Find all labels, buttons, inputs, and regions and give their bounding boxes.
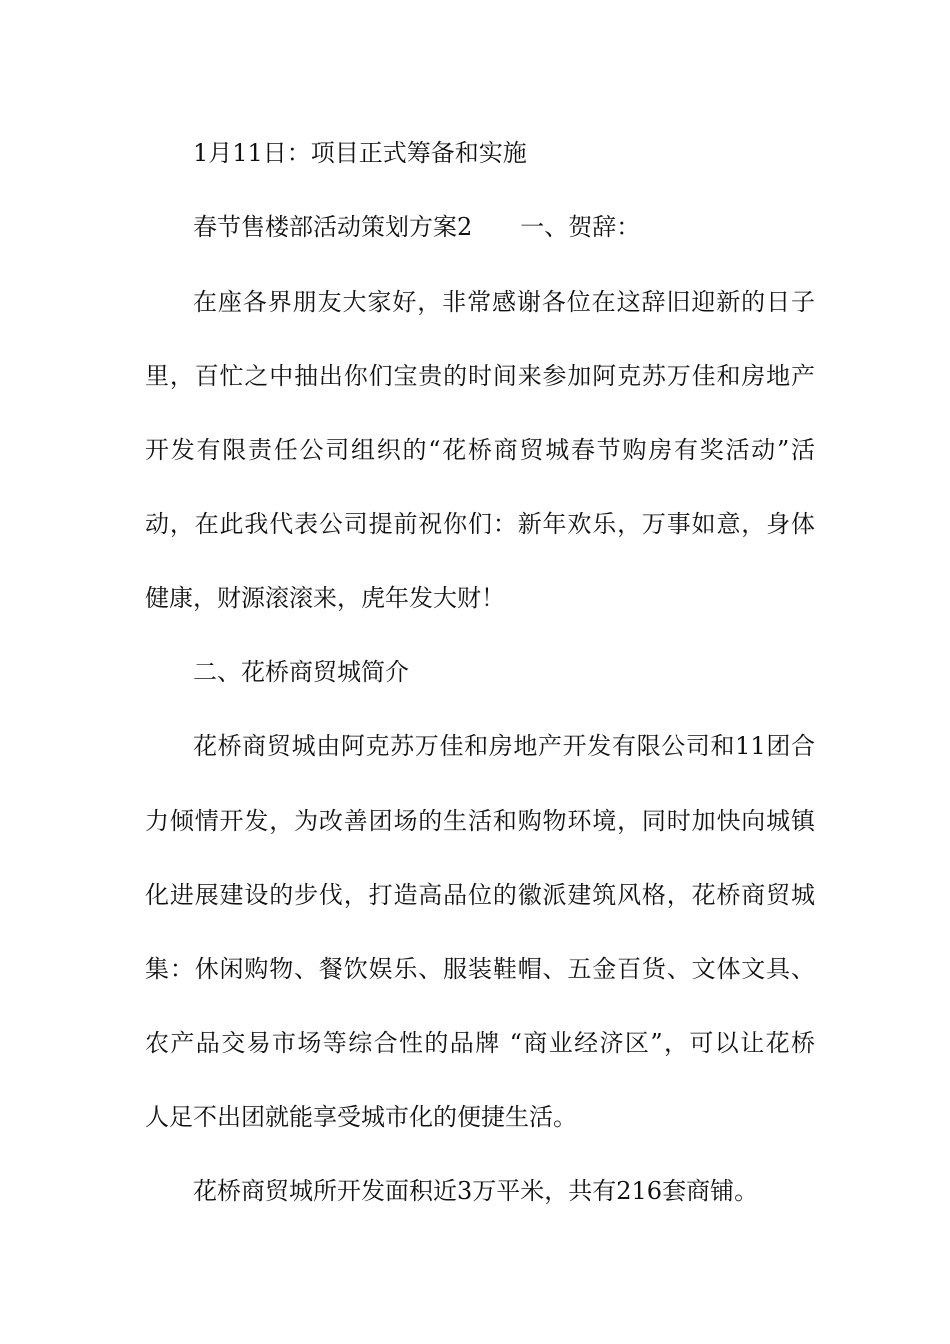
text-line-intro-6: 人足不出团就能享受城市化的便捷生活。 <box>145 1103 577 1131</box>
text-line-intro-1: 花桥商贸城由阿克苏万佳和房地产开发有限公司和11团合 <box>193 732 815 760</box>
section-heading-intro: 二、花桥商贸城简介 <box>193 658 409 686</box>
text-line-greeting-4: 动，在此我代表公司提前祝你们：新年欢乐，万事如意，身体 <box>145 510 815 538</box>
text-line-date: 1月11日：项目正式筹备和实施 <box>193 139 527 167</box>
text-line-intro-4: 集：休闲购物、餐饮娱乐、服装鞋帽、五金百货、文体文具、 <box>145 955 815 983</box>
text-line-intro-3: 化进展建设的步伐，打造高品位的徽派建筑风格，花桥商贸城 <box>145 881 815 909</box>
text-line-intro-2: 力倾情开发，为改善团场的生活和购物环境，同时加快向城镇 <box>145 807 815 835</box>
text-line-greeting-2: 里，百忙之中抽出你们宝贵的时间来参加阿克苏万佳和房地产 <box>145 362 815 390</box>
text-line-greeting-3: 开发有限责任公司组织的“花桥商贸城春节购房有奖活动”活 <box>145 436 815 464</box>
text-line-heading-greeting: 春节售楼部活动策划方案2 一、贺辞： <box>193 213 641 241</box>
text-line-greeting-1: 在座各界朋友大家好，非常感谢各位在这辞旧迎新的日子 <box>193 288 815 316</box>
text-line-greeting-5: 健康，财源滚滚来，虎年发大财！ <box>145 584 505 612</box>
text-line-area: 花桥商贸城所开发面积近3万平米，共有216套商铺。 <box>193 1177 759 1205</box>
text-line-intro-5: 农产品交易市场等综合性的品牌 “商业经济区”，可以让花桥 <box>145 1029 815 1057</box>
